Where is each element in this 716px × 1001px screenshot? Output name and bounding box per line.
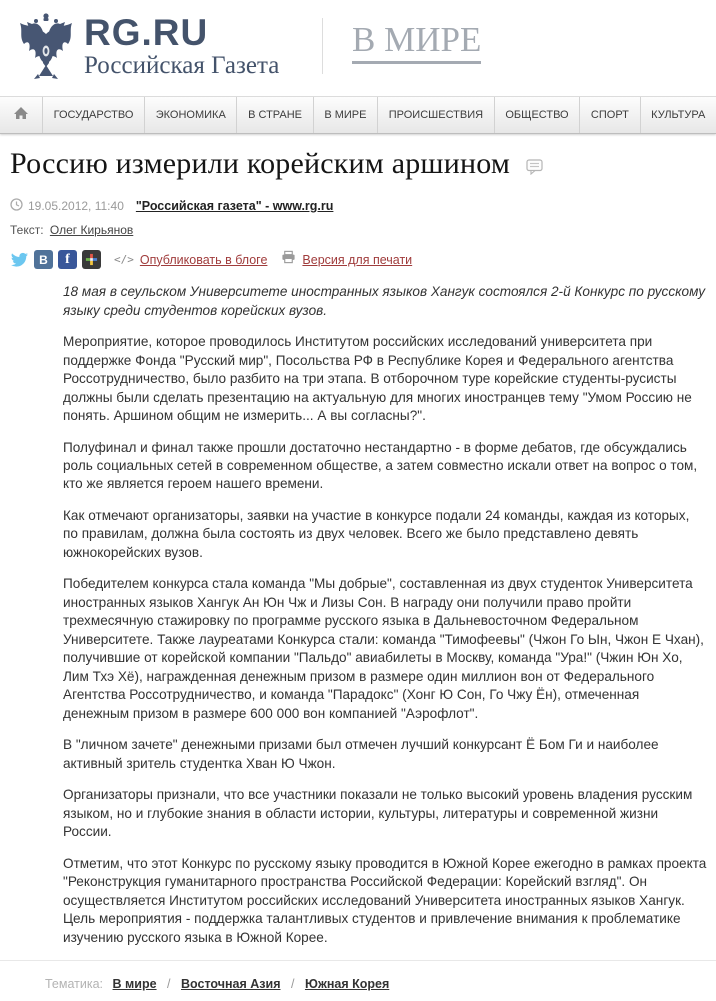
main-nav <box>0 96 716 134</box>
topics-label: Тематика: <box>45 977 104 992</box>
logo-text <box>84 14 279 80</box>
vk-letter: B <box>39 252 48 267</box>
article-meta <box>10 198 710 214</box>
author-link[interactable]: Олег Кирьянов <box>49 223 134 238</box>
share-plus-icon[interactable] <box>82 250 101 269</box>
nav-item[interactable]: ОБЩЕСТВО <box>494 97 580 133</box>
topic-separator: / <box>290 977 295 992</box>
article-paragraph: Мероприятие, которое проводилось Институтом российских исследований университета при поддержке Фонда "Русский мир", Посольства РФ в Республике Корея и Федерального агентства Россотрудничество, было разбито на три этапа. В отборочном туре корейские студенты-русисты должны были сделать презентацию на актуальную для многих иностранцев тему "Умом Россию не понять. Аршином общим не измерить... А вы согласны?". <box>63 334 692 424</box>
code-icon: </> <box>114 253 134 267</box>
nav-item[interactable]: СПОРТ <box>579 97 639 133</box>
article-paragraph: Как отмечают организаторы, заявки на участие в конкурсе подали 24 команды, каждая из которых, по правилам, должна была состоять из двух человек. Всего же было представлено девять южнокорейских вузов. <box>63 507 690 560</box>
topic-link[interactable]: В мире <box>112 977 157 992</box>
header-divider <box>322 18 323 74</box>
site-header <box>0 0 716 96</box>
comments-icon[interactable] <box>526 149 544 183</box>
article-date: 19.05.2012, 11:40 <box>28 199 124 214</box>
twitter-icon[interactable] <box>10 250 29 269</box>
clock-icon <box>10 198 23 214</box>
topic-link[interactable]: Восточная Азия <box>181 977 281 992</box>
topic-item <box>284 977 389 991</box>
vkontakte-icon[interactable] <box>34 250 53 269</box>
nav-item[interactable]: В СТРАНЕ <box>236 97 312 133</box>
article-paragraph: Победителем конкурса стала команда "Мы добрые", составленная из двух студенток Университета иностранных языков Хангук Ан Юн Чж и Лизы Сон. В награду они получили право пройти трехмесячную стажировку по программе русского языка в Дальневосточном Федеральном Университете. Также лауреатами Конкурса стали: команда "Тимофеевы" (Чжон Го Ын, Чжон Е Чхан), получившие от корейской компании "Пальдо" авиабилеты в Москву, команда "Ура!" (Чжин Юн Хо, Лим Тхэ Хё), награжденная денежным призом в размере один миллион вон от Федерального Агентства Россотрудничество, и команда "Парадокс" (Хонг Ю Сон, Го Чжу Ён), отмеченная денежным призом в размере 600 000 вон компанией "Аэрофлот". <box>63 576 704 721</box>
facebook-icon[interactable] <box>58 250 77 269</box>
article-paragraph: Полуфинал и финал также прошли достаточно нестандартно - в форме дебатов, где обсуждались роль социальных сетей в современном обществе, а затем совместно искали ответ на вопрос о том, кто же является героем нашего времени. <box>63 439 698 492</box>
page-title <box>10 147 710 183</box>
share-row <box>10 250 710 269</box>
byline <box>10 223 710 237</box>
nav-item[interactable]: КУЛЬТУРА <box>640 97 716 133</box>
article-paragraph: Организаторы признали, что все участники показали не только высокий уровень владения русским языком, но и глубокие знания в области истории, культуры, литературы и современной жизни России. <box>63 787 693 840</box>
printer-icon <box>281 250 296 269</box>
home-nav-button[interactable] <box>0 97 42 133</box>
article-paragraph: В "личном зачете" денежными призами был отмечен лучший конкурсант Ё Бом Ги и наиболее активный зритель студентка Хван Ю Чжон. <box>63 737 659 771</box>
author-label: Текст: <box>10 223 44 238</box>
topic-item <box>113 977 161 991</box>
home-icon <box>13 106 29 125</box>
article-page <box>0 147 716 947</box>
article-paragraph: Отметим, что этот Конкурс по русскому языку проводится в Южной Корее ежегодно в рамках проекта "Реконструкция гуманитарного пространства Российской Федерации: Корейский взгляд". Он осуществляется Институтом российских исследований Университета иностранных языков Хангук. Цель мероприятия - поддержка талантливых студентов и привлечение внимания к проблематике изучению русского языка в Южной Корее. <box>63 855 707 945</box>
topic-item <box>160 977 284 991</box>
logo[interactable] <box>16 12 279 82</box>
article-paragraph: 18 мая в сеульском Университете иностранных языков Хангук состоялся 2-й Конкурс по русскому языку среди студентов корейских вузов. <box>63 284 706 318</box>
logo-title: RG.RU <box>84 12 209 53</box>
publish-blog-link[interactable]: Опубликовать в блоге <box>139 252 268 267</box>
article-title-text: Россию измерили корейским аршином <box>10 147 511 180</box>
article-body <box>63 283 708 947</box>
source-link[interactable]: "Российская газета" - www.rg.ru <box>135 199 334 214</box>
print-version-link[interactable]: Версия для печати <box>302 252 413 267</box>
topic-link[interactable]: Южная Корея <box>304 977 390 992</box>
section-title-link[interactable]: В МИРЕ <box>352 20 481 64</box>
fb-letter: f <box>65 251 70 267</box>
nav-item[interactable]: В МИРЕ <box>313 97 377 133</box>
logo-subtitle: Российская Газета <box>84 52 280 79</box>
page-footer <box>0 960 716 1001</box>
nav-item[interactable]: ЭКОНОМИКА <box>144 97 236 133</box>
coat-of-arms-icon <box>16 12 76 82</box>
topic-separator: / <box>167 977 171 992</box>
nav-item[interactable]: ПРОИСШЕСТВИЯ <box>377 97 494 133</box>
nav-item[interactable]: ГОСУДАРСТВО <box>42 97 144 133</box>
